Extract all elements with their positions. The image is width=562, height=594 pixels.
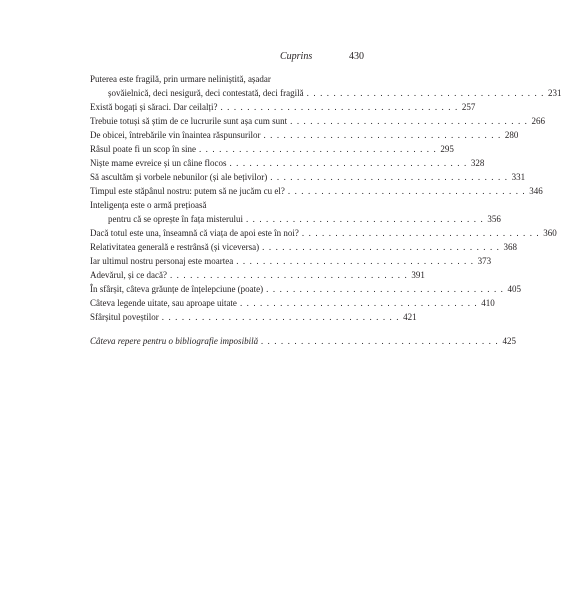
toc-entry-title: Dacă totul este una, înseamnă că viața de apoi este în noi? — [90, 228, 299, 238]
toc-entry-title: Câteva legende uitate, sau aproape uitate — [90, 298, 237, 308]
toc-entry-line — [90, 114, 545, 128]
toc-entry — [90, 296, 495, 310]
leader-dots: . . . . . . . . . . . . . . . . . . . . . . . . . . . . . . . . . . . . — [220, 102, 459, 112]
leader-dots: . . . . . . . . . . . . . . . . . . . . . . . . . . . . . . . . . . . . — [169, 270, 408, 280]
toc-entry-line — [108, 212, 501, 226]
leader-dots: . . . . . . . . . . . . . . . . . . . . . . . . . . . . . . . . . . . . — [263, 130, 502, 140]
toc-entry — [90, 310, 417, 324]
toc-entry-title: În sfârșit, câteva grăunțe de înțelepciune (poate) — [90, 284, 264, 294]
toc-entry-line — [108, 86, 562, 100]
toc-entry-page: 331 — [511, 172, 526, 182]
toc-entry-line — [90, 100, 476, 114]
toc-entry-line — [90, 310, 417, 324]
toc-entry-page: 373 — [477, 256, 492, 266]
toc-entry-page: 346 — [529, 186, 543, 196]
toc-entry-title-line1: Inteligența este o armă prețioasă — [90, 200, 207, 210]
toc-entry-line — [90, 170, 526, 184]
toc-entry-page: 368 — [503, 242, 518, 252]
toc-entry — [90, 170, 526, 184]
toc-entry — [90, 128, 519, 142]
toc-entry-title: Râsul poate fi un scop în sine — [90, 144, 196, 154]
toc-entry-title: Sfârșitul poveștilor — [90, 312, 159, 322]
toc-entry-line — [90, 142, 454, 156]
leader-dots: . . . . . . . . . . . . . . . . . . . . . . . . . . . . . . . . . . . . — [270, 172, 509, 182]
toc-entry-page: 231 — [548, 88, 562, 98]
toc-entry — [90, 240, 518, 254]
toc-entry-title: Câteva repere pentru o bibliografie imposibilă — [90, 336, 259, 346]
leader-dots: . . . . . . . . . . . . . . . . . . . . . . . . . . . . . . . . . . . . — [306, 88, 545, 98]
leader-dots: . . . . . . . . . . . . . . . . . . . . . . . . . . . . . . . . . . . . — [266, 284, 505, 294]
toc-entry-page: 328 — [470, 158, 485, 168]
toc-entry-line — [90, 334, 516, 348]
toc-entry — [90, 114, 545, 128]
toc-entry-title: pentru că se oprește în fața misterului — [108, 214, 243, 224]
toc-entry — [90, 226, 557, 240]
toc-entry-title: Niște mame evreice și un câine flocos — [90, 158, 227, 168]
leader-dots: . . . . . . . . . . . . . . . . . . . . . . . . . . . . . . . . . . . . — [245, 214, 484, 224]
toc-entry-page: 405 — [507, 284, 522, 294]
toc-entry — [90, 156, 485, 170]
toc-entry — [90, 142, 454, 156]
toc-entry-title: Există bogați și săraci. Dar ceilalți? — [90, 102, 218, 112]
leader-dots: . . . . . . . . . . . . . . . . . . . . . . . . . . . . . . . . . . . . — [198, 144, 437, 154]
toc-entry-title: De obicei, întrebările vin înaintea răspunsurilor — [90, 130, 261, 140]
toc-entry — [90, 184, 543, 198]
running-header — [280, 50, 364, 64]
toc-entry-title: Adevărul, și ce dacă? — [90, 270, 167, 280]
leader-dots: . . . . . . . . . . . . . . . . . . . . . . . . . . . . . . . . . . . . — [229, 158, 468, 168]
leader-dots: . . . . . . . . . . . . . . . . . . . . . . . . . . . . . . . . . . . . — [290, 116, 528, 126]
toc-entry-page: 425 — [502, 336, 516, 346]
toc-entry-page: 421 — [403, 312, 417, 322]
toc-entry-page: 391 — [411, 270, 425, 280]
toc-entry-title: Timpul este stăpânul nostru: putem să ne jucăm cu el? — [90, 186, 285, 196]
toc-entry-line — [90, 254, 492, 268]
leader-dots: . . . . . . . . . . . . . . . . . . . . . . . . . . . . . . . . . . . . — [236, 256, 475, 266]
leader-dots: . . . . . . . . . . . . . . . . . . . . . . . . . . . . . . . . . . . . — [261, 336, 499, 346]
toc-entry — [90, 100, 476, 114]
toc-entry-title: șovăielnică, deci nesigură, deci contestată, deci fragilă — [108, 88, 304, 98]
toc-entry — [90, 198, 501, 226]
toc-entry — [90, 254, 492, 268]
leader-dots: . . . . . . . . . . . . . . . . . . . . . . . . . . . . . . . . . . . . — [239, 298, 478, 308]
toc-entry-line — [90, 240, 518, 254]
toc-entry — [90, 72, 562, 100]
header-title: Cuprins — [280, 51, 313, 62]
toc-entry-line — [90, 268, 425, 282]
toc-entry-page: 280 — [504, 130, 519, 140]
toc-entry-line — [90, 282, 522, 296]
leader-dots: . . . . . . . . . . . . . . . . . . . . . . . . . . . . . . . . . . . . — [301, 228, 540, 238]
toc-entry-line — [90, 296, 495, 310]
toc-entry-title: Iar ultimul nostru personaj este moartea — [90, 256, 234, 266]
toc-entry-title-line1: Puterea este fragilă, prin urmare neliniștită, așadar — [90, 74, 271, 84]
toc-entry-line — [90, 226, 557, 240]
leader-dots: . . . . . . . . . . . . . . . . . . . . . . . . . . . . . . . . . . . . — [262, 242, 501, 252]
toc-entry-page: 410 — [481, 298, 495, 308]
toc-entry-title: Să ascultăm și vorbele nebunilor (și ale bețivilor) — [90, 172, 268, 182]
toc-entry-page: 356 — [487, 214, 501, 224]
toc-entry-page: 295 — [440, 144, 454, 154]
toc-entry — [90, 268, 425, 282]
toc-entry-page: 266 — [531, 116, 545, 126]
toc-entry-page: 257 — [461, 102, 476, 112]
toc-entry-title: Trebuie totuși să știm de ce lucrurile sunt așa cum sunt — [90, 116, 288, 126]
toc-entry-line — [90, 128, 519, 142]
page-number: 430 — [349, 51, 364, 62]
toc-entry-bibliography — [90, 334, 516, 348]
toc-entry-line — [90, 184, 543, 198]
leader-dots: . . . . . . . . . . . . . . . . . . . . . . . . . . . . . . . . . . . . — [287, 186, 526, 196]
leader-dots: . . . . . . . . . . . . . . . . . . . . . . . . . . . . . . . . . . . . — [161, 312, 400, 322]
toc-entry — [90, 282, 522, 296]
toc-entry-page: 360 — [543, 228, 557, 238]
toc-entry-title: Relativitatea generală e restrânsă (și viceversa) — [90, 242, 260, 252]
toc-entry-line — [90, 156, 485, 170]
